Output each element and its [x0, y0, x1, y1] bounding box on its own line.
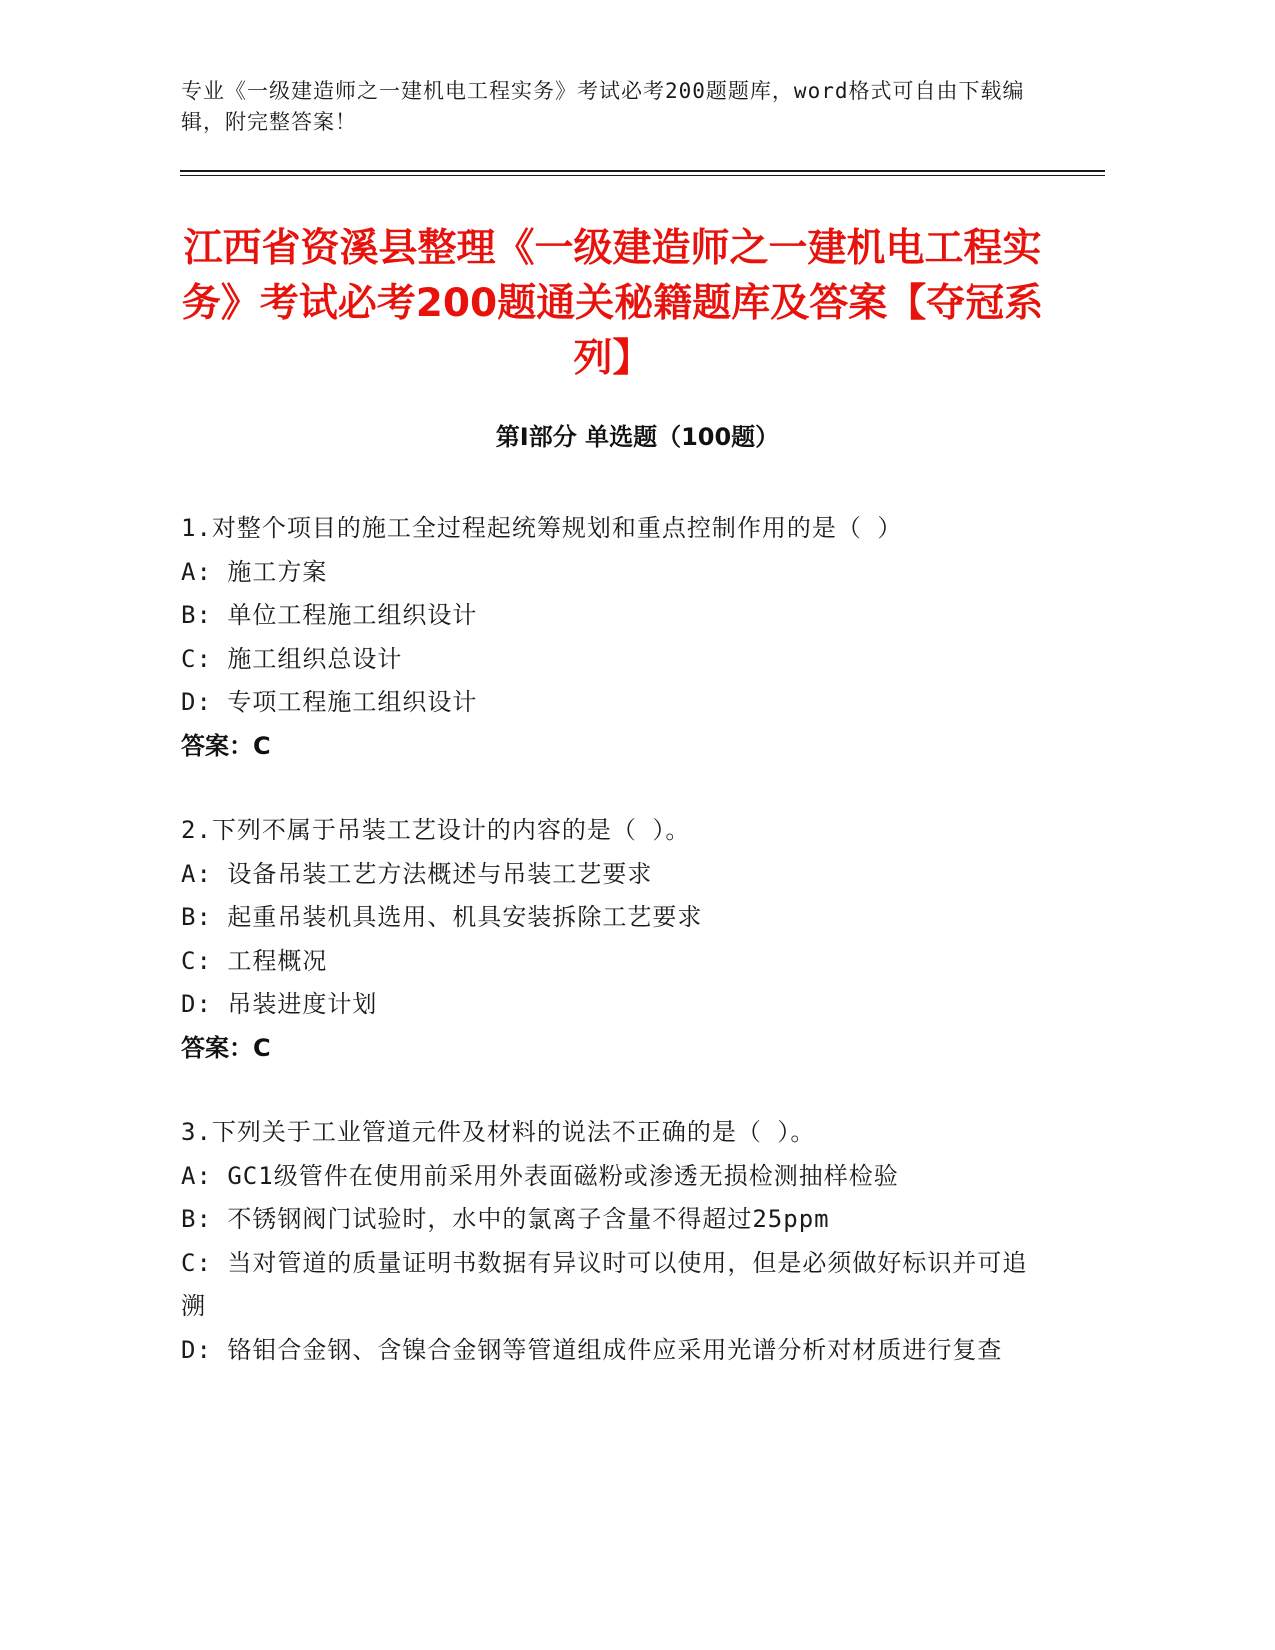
option-c: C: 工程概况: [181, 946, 328, 975]
question-stem: 2.下列不属于吊装工艺设计的内容的是（ ）。: [181, 816, 691, 844]
question-stem: 3.下列关于工业管道元件及材料的说法不正确的是（ ）。: [181, 1118, 816, 1146]
question-2: [181, 809, 1041, 1070]
header-divider-thin: [180, 175, 1105, 176]
header-note: 专业《一级建造师之一建机电工程实务》考试必考200题题库，word格式可自由下载编辑，附完整答案！: [181, 79, 1025, 134]
option-a: A: 施工方案: [181, 557, 328, 586]
option-a: A: 设备吊装工艺方法概述与吊装工艺要求: [181, 859, 653, 888]
answer: 答案：C: [181, 1033, 271, 1062]
option-c: C: 施工组织总设计: [181, 644, 403, 673]
header-divider-thick: [180, 170, 1105, 172]
question-1: [181, 507, 1041, 768]
option-b: B: 起重吊装机具选用、机具安装拆除工艺要求: [181, 903, 703, 931]
option-c: C: 当对管道的质量证明书数据有异议时可以使用，但是必须做好标识并可追溯: [181, 1248, 1028, 1320]
option-d: D: 专项工程施工组织设计: [181, 688, 478, 716]
option-d: D: 铬钼合金钢、含镍合金钢等管道组成件应采用光谱分析对材质进行复查: [181, 1335, 1003, 1364]
question-list: [181, 507, 1041, 1413]
question-3: [181, 1111, 1041, 1372]
document-title: 江西省资溪县整理《一级建造师之一建机电工程实务》考试必考200题通关秘籍题库及答案【夺冠系列】: [181, 226, 1044, 381]
option-b: B: 单位工程施工组织设计: [181, 601, 478, 629]
question-stem: 1.对整个项目的施工全过程起统筹规划和重点控制作用的是（ ）: [181, 514, 903, 542]
option-d: D: 吊装进度计划: [181, 990, 378, 1018]
option-a: A: GC1级管件在使用前采用外表面磁粉或渗透无损检测抽样检验: [181, 1161, 899, 1190]
option-b: B: 不锈钢阀门试验时，水中的氯离子含量不得超过25ppm: [181, 1205, 830, 1233]
section-heading: 第I部分 单选题（100题）: [495, 423, 780, 451]
answer: 答案：C: [181, 731, 271, 760]
